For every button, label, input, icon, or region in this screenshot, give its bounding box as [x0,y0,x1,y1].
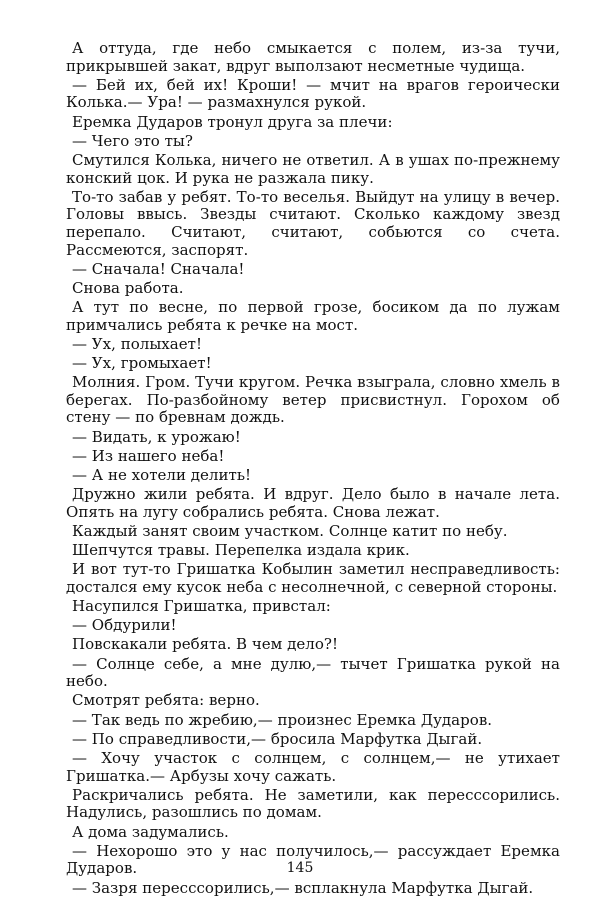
paragraph: — Бей их, бей их! Кроши! — мчит на врагов героически Колька.— Ура! — размахнулся рукой. [66,75,560,112]
paragraph: — Ух, громыхает! [72,354,212,373]
paragraph: — Зазря пересссорились,— всплакнула Марфутка Дыгай. [72,878,534,897]
paragraph: — А не хотели делить! [72,465,252,484]
paragraph: А тут по весне, по первой грозе, босиком да по лужам примчались ребята к речке на мост. [66,298,560,334]
paragraph: Каждый занят своим участком. Солнце катит по небу. [72,521,508,540]
paragraph: А оттуда, где небо смыкается с полем, из-за тучи, прикрывшей закат, вдруг выползают несметные чудища. [66,39,560,75]
paragraph: Раскричались ребята. Не заметили, как пересссорились. Надулись, разошлись по домам. [66,785,560,822]
paragraph: — Ух, полыхает! [72,334,203,353]
paragraph: Молния. Гром. Тучи кругом. Речка взыграла, словно хмель в берегах. По-разбойному ветер присвистнул. Горохом об стену — по бревнам дождь. [66,373,560,427]
paragraph: — Так ведь по жребию,— произнес Еремка Дударов. [72,710,493,729]
paragraph: — Чего это ты? [72,131,193,150]
paragraph: — Хочу участок с солнцем, с солнцем,— не утихает Гришатка.— Арбузы хочу сажать. [66,749,560,785]
paragraph: И вот тут-то Гришатка Кобылин заметил несправедливость: достался ему кусок неба с несолнечной, с северной стороны. [66,560,560,596]
paragraph: — Из нашего неба! [72,446,225,465]
paragraph: — Нехорошо это у нас получилось,— рассуждает Еремка Дударов. [66,841,560,878]
page-text [66,40,560,899]
paragraph: Еремка Дударов тронул друга за плечи: [72,112,393,131]
paragraph: — По справедливости,— бросила Марфутка Дыгай. [72,729,483,748]
paragraph: Насупился Гришатка, привстал: [72,597,331,616]
paragraph: Смутился Колька, ничего не ответил. А в ушах по-прежнему конский цок. И рука не разжала пику. [66,150,560,187]
paragraph: То-то забав у ребят. То-то веселья. Выйдут на улицу в вечер. Головы ввысь. Звезды считают. Сколько каждому звезд перепало. Считают, считают, собьются со счета. Рассмеются, заспорят. [66,187,560,259]
paragraph: — Сначала! Сначала! [72,259,245,278]
paragraph: Повскакали ребята. В чем дело?! [72,635,339,654]
paragraph: Шепчутся травы. Перепелка издала крик. [72,541,410,560]
paragraph: — Обдурили! [72,616,177,635]
paragraph: А дома задумались. [72,822,229,841]
paragraph: — Солнце себе, а мне дулю,— тычет Гришатка рукой на небо. [66,654,560,691]
paragraph: Смотрят ребята: верно. [72,691,260,710]
paragraph: Снова работа. [72,278,184,297]
paragraph: — Видать, к урожаю! [72,427,241,446]
page-number: 145 [286,860,314,876]
paragraph: Дружно жили ребята. И вдруг. Дело было в начале лета. Опять на лугу собрались ребята. Снова лежат. [66,485,560,521]
